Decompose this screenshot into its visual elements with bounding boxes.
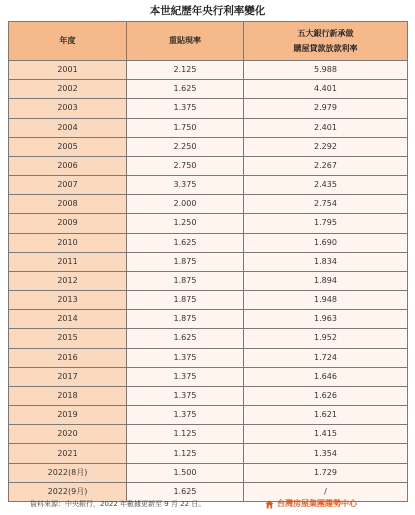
interest-rate-table (8, 21, 408, 502)
table-row (9, 252, 408, 271)
header-mortgage-line1: 五大銀行新承做 (297, 29, 354, 38)
cell-rediscount-rate: 1.500 (127, 463, 244, 482)
cell-rediscount-rate: 2.000 (127, 195, 244, 214)
cell-year: 2010 (9, 233, 127, 252)
table-row (9, 310, 408, 329)
cell-year: 2006 (9, 156, 127, 175)
cell-rediscount-rate: 1.875 (127, 271, 244, 290)
table-row (9, 214, 408, 233)
table-row (9, 99, 408, 118)
brand-name: 台灣房屋集團趨勢中心 (277, 499, 357, 508)
cell-mortgage-rate: / (244, 482, 408, 501)
cell-mortgage-rate: 1.354 (244, 444, 408, 463)
table-header-row (9, 22, 408, 61)
table-row (9, 61, 408, 80)
table-row (9, 348, 408, 367)
header-year: 年度 (9, 22, 127, 61)
cell-mortgage-rate: 1.963 (244, 310, 408, 329)
table-row (9, 80, 408, 99)
cell-year: 2017 (9, 367, 127, 386)
cell-mortgage-rate: 5.988 (244, 61, 408, 80)
header-mortgage-line2: 購屋貸款放款利率 (293, 44, 358, 53)
cell-year: 2007 (9, 176, 127, 195)
header-mortgage-rate (244, 22, 408, 61)
table-row (9, 118, 408, 137)
cell-mortgage-rate: 1.795 (244, 214, 408, 233)
cell-year: 2004 (9, 118, 127, 137)
cell-rediscount-rate: 3.375 (127, 176, 244, 195)
cell-mortgage-rate: 1.834 (244, 252, 408, 271)
cell-rediscount-rate: 1.125 (127, 444, 244, 463)
cell-year: 2019 (9, 406, 127, 425)
cell-rediscount-rate: 1.375 (127, 348, 244, 367)
table-row (9, 425, 408, 444)
cell-mortgage-rate: 1.626 (244, 386, 408, 405)
table-row (9, 463, 408, 482)
source-note: 資料來源：中央銀行，2022 年數據更新至 9 月 22 日。 (30, 500, 206, 508)
cell-year: 2015 (9, 329, 127, 348)
cell-mortgage-rate: 1.952 (244, 329, 408, 348)
cell-mortgage-rate: 2.292 (244, 137, 408, 156)
footer (8, 497, 407, 511)
cell-year: 2021 (9, 444, 127, 463)
cell-year: 2016 (9, 348, 127, 367)
cell-year: 2003 (9, 99, 127, 118)
house-logo-icon (265, 500, 274, 509)
cell-year: 2008 (9, 195, 127, 214)
table-row (9, 329, 408, 348)
cell-rediscount-rate: 2.750 (127, 156, 244, 175)
cell-year: 2014 (9, 310, 127, 329)
table-row (9, 195, 408, 214)
cell-rediscount-rate: 1.875 (127, 252, 244, 271)
cell-rediscount-rate: 1.375 (127, 367, 244, 386)
cell-rediscount-rate: 1.625 (127, 80, 244, 99)
cell-mortgage-rate: 2.267 (244, 156, 408, 175)
table-body (9, 61, 408, 502)
cell-mortgage-rate: 1.690 (244, 233, 408, 252)
cell-mortgage-rate: 1.724 (244, 348, 408, 367)
cell-rediscount-rate: 1.375 (127, 406, 244, 425)
table-row (9, 137, 408, 156)
cell-mortgage-rate: 2.979 (244, 99, 408, 118)
table-row (9, 367, 408, 386)
cell-rediscount-rate: 2.250 (127, 137, 244, 156)
page-title: 本世紀歷年央行利率變化 (149, 5, 266, 17)
cell-year: 2018 (9, 386, 127, 405)
cell-rediscount-rate: 1.750 (127, 118, 244, 137)
cell-rediscount-rate: 1.625 (127, 329, 244, 348)
cell-rediscount-rate: 1.250 (127, 214, 244, 233)
table-row (9, 176, 408, 195)
cell-year: 2020 (9, 425, 127, 444)
cell-year: 2011 (9, 252, 127, 271)
cell-mortgage-rate: 1.621 (244, 406, 408, 425)
table-row (9, 406, 408, 425)
table-row (9, 156, 408, 175)
cell-mortgage-rate: 2.754 (244, 195, 408, 214)
brand-mark (265, 497, 357, 511)
cell-year: 2001 (9, 61, 127, 80)
cell-rediscount-rate: 1.125 (127, 425, 244, 444)
cell-rediscount-rate: 1.625 (127, 233, 244, 252)
cell-rediscount-rate: 1.375 (127, 99, 244, 118)
cell-year: 2022(8月) (9, 463, 127, 482)
cell-mortgage-rate: 2.401 (244, 118, 408, 137)
cell-mortgage-rate: 1.894 (244, 271, 408, 290)
cell-rediscount-rate: 2.125 (127, 61, 244, 80)
cell-rediscount-rate: 1.375 (127, 386, 244, 405)
cell-year: 2005 (9, 137, 127, 156)
cell-rediscount-rate: 1.875 (127, 291, 244, 310)
table-row (9, 271, 408, 290)
table-row (9, 444, 408, 463)
cell-mortgage-rate: 1.646 (244, 367, 408, 386)
table-row (9, 233, 408, 252)
cell-mortgage-rate: 1.729 (244, 463, 408, 482)
cell-year: 2009 (9, 214, 127, 233)
table-row (9, 291, 408, 310)
cell-year: 2012 (9, 271, 127, 290)
cell-mortgage-rate: 2.435 (244, 176, 408, 195)
cell-rediscount-rate: 1.625 (127, 482, 244, 501)
cell-mortgage-rate: 4.401 (244, 80, 408, 99)
table-row (9, 386, 408, 405)
cell-year: 2022(9月) (9, 482, 127, 501)
header-rediscount-rate: 重貼現率 (127, 22, 244, 61)
cell-rediscount-rate: 1.875 (127, 310, 244, 329)
cell-mortgage-rate: 1.415 (244, 425, 408, 444)
cell-year: 2002 (9, 80, 127, 99)
cell-mortgage-rate: 1.948 (244, 291, 408, 310)
cell-year: 2013 (9, 291, 127, 310)
